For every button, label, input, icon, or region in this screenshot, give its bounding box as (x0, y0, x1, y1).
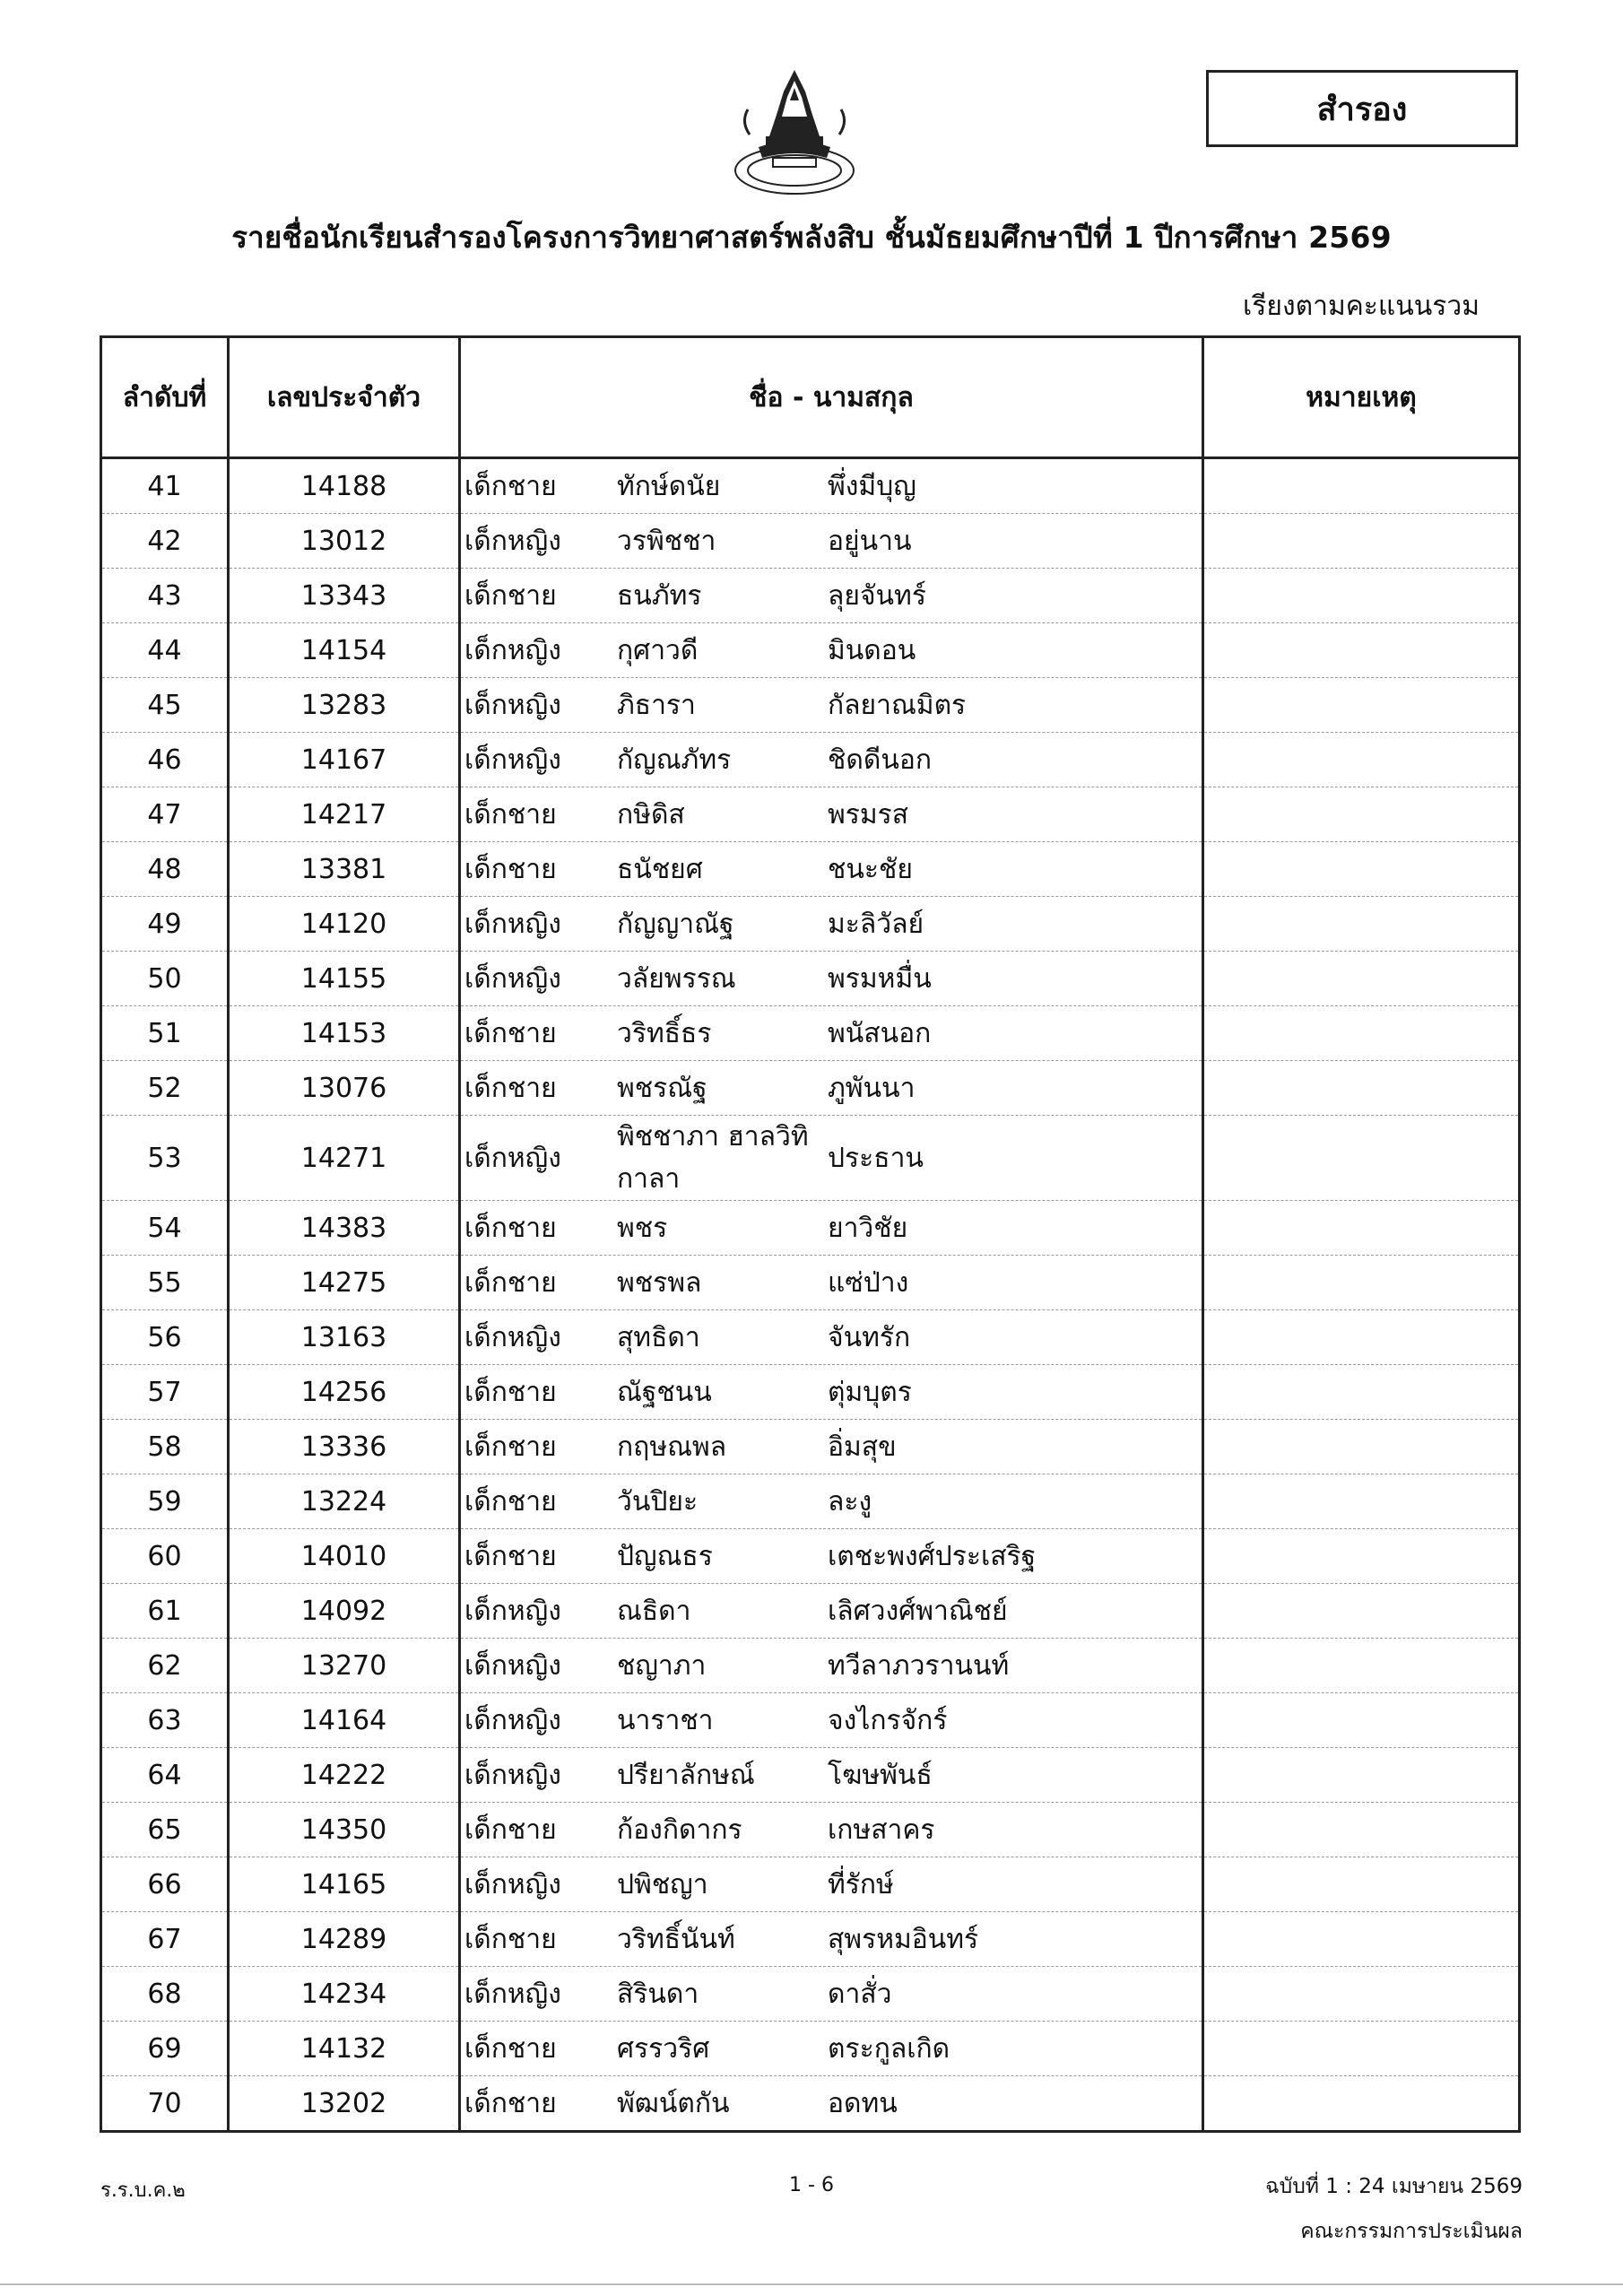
cell-name (460, 952, 1203, 1006)
cell-name (460, 514, 1203, 569)
last-name: มินดอน (828, 634, 916, 666)
cell-note (1203, 952, 1520, 1006)
table-row (101, 1310, 1520, 1365)
cell-id: 13224 (229, 1474, 460, 1529)
school-emblem-logo (723, 65, 866, 199)
cell-name (460, 1529, 1203, 1584)
name-prefix: เด็กหญิง (464, 1649, 561, 1682)
cell-no: 64 (101, 1748, 229, 1803)
cell-no: 48 (101, 842, 229, 897)
last-name: พึ่งมีบุญ (828, 470, 916, 502)
name-prefix: เด็กชาย (464, 1072, 557, 1104)
table-row (101, 1116, 1520, 1201)
cell-no: 57 (101, 1365, 229, 1420)
table-row (101, 1365, 1520, 1420)
name-prefix: เด็กหญิง (464, 908, 561, 940)
cell-no: 67 (101, 1912, 229, 1967)
cell-note (1203, 1061, 1520, 1116)
table-row (101, 2022, 1520, 2076)
table-row (101, 1639, 1520, 1693)
last-name: มะลิวัลย์ (828, 908, 924, 940)
cell-no: 49 (101, 897, 229, 952)
cell-id: 14188 (229, 458, 460, 514)
cell-id: 14222 (229, 1748, 460, 1803)
table-row (101, 623, 1520, 678)
cell-note (1203, 514, 1520, 569)
first-name: ณธิดา (617, 1595, 691, 1627)
first-name: ศรรวริศ (617, 2032, 710, 2065)
table-body (101, 458, 1520, 2132)
name-prefix: เด็กหญิง (464, 1868, 561, 1900)
name-prefix: เด็กชาย (464, 2087, 557, 2119)
cell-name (460, 678, 1203, 733)
cell-id: 14092 (229, 1584, 460, 1639)
first-name: ก้องกิดากร (617, 1813, 742, 1846)
last-name: พนัสนอก (828, 1017, 932, 1049)
cell-id: 13012 (229, 514, 460, 569)
table-row (101, 1748, 1520, 1803)
cell-note (1203, 2022, 1520, 2076)
table-row (101, 1529, 1520, 1584)
table-row (101, 678, 1520, 733)
cell-name (460, 569, 1203, 623)
name-prefix: เด็กชาย (464, 470, 557, 502)
cell-no: 56 (101, 1310, 229, 1365)
name-prefix: เด็กชาย (464, 579, 557, 612)
first-name: วริทธิ์ธร (617, 1017, 712, 1049)
first-name: กฤษณพล (617, 1431, 727, 1463)
last-name: จงไกรจักร์ (828, 1704, 948, 1736)
status-label-box (1206, 70, 1518, 147)
name-prefix: เด็กชาย (464, 1431, 557, 1463)
cell-id: 13343 (229, 569, 460, 623)
name-prefix: เด็กชาย (464, 1485, 557, 1518)
cell-no: 70 (101, 2076, 229, 2132)
cell-name (460, 1803, 1203, 1857)
cell-no: 47 (101, 787, 229, 842)
cell-id: 14383 (229, 1201, 460, 1256)
name-prefix: เด็กหญิง (464, 634, 561, 666)
cell-id: 14132 (229, 2022, 460, 2076)
cell-name (460, 1420, 1203, 1474)
first-name: พชรพล (617, 1266, 702, 1299)
header-id: เลขประจำตัว (229, 337, 460, 458)
cell-name (460, 1256, 1203, 1310)
first-name: สุทธิดา (617, 1321, 700, 1353)
cell-no: 54 (101, 1201, 229, 1256)
cell-name (460, 1061, 1203, 1116)
last-name: แซ่ป่าง (828, 1266, 909, 1299)
cell-name (460, 897, 1203, 952)
cell-no: 44 (101, 623, 229, 678)
last-name: อยู่นาน (828, 525, 912, 557)
last-name: โฆษพันธ์ (828, 1759, 933, 1791)
cell-note (1203, 1474, 1520, 1529)
table-row (101, 952, 1520, 1006)
cell-id: 14165 (229, 1857, 460, 1912)
first-name: วรพิชชา (617, 525, 716, 557)
first-name: กัญญาณัฐ (617, 908, 734, 940)
last-name: เลิศวงศ์พาณิชย์ (828, 1595, 1008, 1627)
cell-name (460, 1693, 1203, 1748)
cell-no: 42 (101, 514, 229, 569)
table-row (101, 2076, 1520, 2132)
cell-no: 50 (101, 952, 229, 1006)
table-header-row (101, 337, 1520, 458)
cell-note (1203, 569, 1520, 623)
last-name: สุพรหมอินทร์ (828, 1923, 979, 1955)
cell-no: 63 (101, 1693, 229, 1748)
cell-note (1203, 1912, 1520, 1967)
first-name: ปรียาลักษณ์ (617, 1759, 755, 1791)
last-name: ภูพันนา (828, 1072, 916, 1104)
cell-name (460, 1116, 1203, 1201)
cell-id: 14217 (229, 787, 460, 842)
table-row (101, 1420, 1520, 1474)
cell-id: 14234 (229, 1967, 460, 2022)
cell-note (1203, 1748, 1520, 1803)
cell-note (1203, 1529, 1520, 1584)
cell-no: 61 (101, 1584, 229, 1639)
first-name: พิชชาภา ฮาลวิทิกาลา (617, 1121, 809, 1195)
last-name: กัลยาณมิตร (828, 689, 967, 721)
cell-id: 14010 (229, 1529, 460, 1584)
name-prefix: เด็กชาย (464, 1212, 557, 1244)
table-row (101, 842, 1520, 897)
cell-note (1203, 2076, 1520, 2132)
cell-id: 13381 (229, 842, 460, 897)
cell-id: 13336 (229, 1420, 460, 1474)
committee-name: คณะกรรมการประเมินผล (1300, 2220, 1523, 2243)
cell-no: 52 (101, 1061, 229, 1116)
cell-no: 62 (101, 1639, 229, 1693)
table-row (101, 458, 1520, 514)
cell-no: 58 (101, 1420, 229, 1474)
cell-note (1203, 1693, 1520, 1748)
cell-id: 13202 (229, 2076, 460, 2132)
status-label: สำรอง (1316, 91, 1408, 128)
last-name: เตชะพงศ์ประเสริฐ (828, 1540, 1037, 1572)
first-name: ปัญณธร (617, 1540, 713, 1572)
cell-name (460, 787, 1203, 842)
footer-code: ร.ร.บ.ค.๒ (100, 2179, 186, 2202)
last-name: ตระกูลเกิด (828, 2032, 950, 2065)
name-prefix: เด็กชาย (464, 1813, 557, 1846)
cell-note (1203, 1365, 1520, 1420)
name-prefix: เด็กชาย (464, 1376, 557, 1408)
cell-id: 14154 (229, 623, 460, 678)
table-row (101, 569, 1520, 623)
student-table (100, 335, 1521, 2133)
table-row (101, 733, 1520, 787)
cell-note (1203, 678, 1520, 733)
header-name: ชื่อ - นามสกุล (460, 337, 1203, 458)
cell-id: 13076 (229, 1061, 460, 1116)
first-name: กษิดิส (617, 798, 685, 831)
cell-name (460, 1639, 1203, 1693)
cell-name (460, 842, 1203, 897)
last-name: ละงู (828, 1485, 872, 1518)
cell-no: 68 (101, 1967, 229, 2022)
cell-name (460, 1365, 1203, 1420)
cell-name (460, 1967, 1203, 2022)
page-bottom-rule (0, 2283, 1623, 2285)
cell-name (460, 1474, 1203, 1529)
name-prefix: เด็กชาย (464, 1017, 557, 1049)
cell-no: 43 (101, 569, 229, 623)
first-name: ชญาภา (617, 1649, 707, 1682)
cell-id: 13163 (229, 1310, 460, 1365)
first-name: ธนภัทร (617, 579, 702, 612)
first-name: กัญณภัทร (617, 744, 732, 776)
table-row (101, 1256, 1520, 1310)
cell-id: 14350 (229, 1803, 460, 1857)
name-prefix: เด็กชาย (464, 853, 557, 885)
name-prefix: เด็กหญิง (464, 1704, 561, 1736)
cell-id: 14289 (229, 1912, 460, 1967)
name-prefix: เด็กหญิง (464, 1595, 561, 1627)
cell-note (1203, 1201, 1520, 1256)
first-name: ธนัชยศ (617, 853, 703, 885)
issue-date: ฉบับที่ 1 : 24 เมษายน 2569 (1264, 2175, 1523, 2198)
cell-note (1203, 1857, 1520, 1912)
first-name: พชร (617, 1212, 668, 1244)
name-prefix: เด็กหญิง (464, 744, 561, 776)
cell-name (460, 2022, 1203, 2076)
last-name: ดาสั่ว (828, 1978, 892, 2010)
cell-note (1203, 1006, 1520, 1061)
cell-note (1203, 842, 1520, 897)
first-name: ณัฐชนน (617, 1376, 712, 1408)
table-row (101, 1857, 1520, 1912)
cell-note (1203, 1256, 1520, 1310)
cell-name (460, 1912, 1203, 1967)
cell-note (1203, 897, 1520, 952)
table-row (101, 1006, 1520, 1061)
name-prefix: เด็กชาย (464, 2032, 557, 2065)
name-prefix: เด็กหญิง (464, 1978, 561, 2010)
cell-no: 41 (101, 458, 229, 514)
first-name: วริทธิ์นันท์ (617, 1923, 735, 1955)
cell-id: 14256 (229, 1365, 460, 1420)
cell-note (1203, 458, 1520, 514)
cell-no: 60 (101, 1529, 229, 1584)
cell-name (460, 2076, 1203, 2132)
first-name: วลัยพรรณ (617, 962, 736, 995)
cell-id: 14164 (229, 1693, 460, 1748)
last-name: ชิดดีนอก (828, 744, 933, 776)
last-name: เกษสาคร (828, 1813, 935, 1846)
cell-id: 14167 (229, 733, 460, 787)
cell-name (460, 623, 1203, 678)
table-row (101, 514, 1520, 569)
cell-note (1203, 1420, 1520, 1474)
cell-id: 14271 (229, 1116, 460, 1201)
first-name: นาราชา (617, 1704, 714, 1736)
header-note: หมายเหตุ (1203, 337, 1520, 458)
cell-name (460, 1584, 1203, 1639)
last-name: อดทน (828, 2087, 898, 2119)
name-prefix: เด็กชาย (464, 798, 557, 831)
cell-name (460, 1748, 1203, 1803)
last-name: ที่รักษ์ (828, 1868, 894, 1900)
cell-note (1203, 1803, 1520, 1857)
last-name: พรมหมื่น (828, 962, 932, 995)
table-row (101, 1201, 1520, 1256)
name-prefix: เด็กหญิง (464, 1142, 561, 1174)
cell-no: 65 (101, 1803, 229, 1857)
table-row (101, 1912, 1520, 1967)
first-name: พัฒน์ตกัน (617, 2087, 730, 2119)
document-title: รายชื่อนักเรียนสำรองโครงการวิทยาศาสตร์พลังสิบ ชั้นมัธยมศึกษาปีที่ 1 ปีการศึกษา 2569 (231, 220, 1392, 255)
table-row (101, 897, 1520, 952)
table-row (101, 1693, 1520, 1748)
cell-id: 14120 (229, 897, 460, 952)
cell-name (460, 733, 1203, 787)
cell-no: 46 (101, 733, 229, 787)
last-name: ประธาน (828, 1142, 924, 1174)
name-prefix: เด็กหญิง (464, 525, 561, 557)
first-name: พชรณัฐ (617, 1072, 707, 1104)
last-name: พรมรส (828, 798, 909, 831)
first-name: กุศาวดี (617, 634, 699, 666)
cell-id: 13283 (229, 678, 460, 733)
first-name: ทักษ์ดนัย (617, 470, 721, 502)
name-prefix: เด็กหญิง (464, 1759, 561, 1791)
name-prefix: เด็กหญิง (464, 689, 561, 721)
table-row (101, 1061, 1520, 1116)
cell-no: 45 (101, 678, 229, 733)
table-row (101, 1474, 1520, 1529)
name-prefix: เด็กหญิง (464, 1321, 561, 1353)
last-name: ตุ่มบุตร (828, 1376, 912, 1408)
last-name: ทวีลาภวรานนท์ (828, 1649, 1010, 1682)
cell-note (1203, 787, 1520, 842)
header-no: ลำดับที่ (101, 337, 229, 458)
first-name: สิรินดา (617, 1978, 699, 2010)
page-number: 1 - 6 (789, 2174, 834, 2196)
first-name: ปพิชญา (617, 1868, 708, 1900)
cell-name (460, 458, 1203, 514)
table-row (101, 787, 1520, 842)
first-name: ภิธารา (617, 689, 696, 721)
cell-note (1203, 1310, 1520, 1365)
table-row (101, 1803, 1520, 1857)
cell-no: 59 (101, 1474, 229, 1529)
name-prefix: เด็กชาย (464, 1923, 557, 1955)
cell-id: 14275 (229, 1256, 460, 1310)
last-name: ยาวิชัย (828, 1212, 908, 1244)
cell-note (1203, 1639, 1520, 1693)
cell-id: 14153 (229, 1006, 460, 1061)
cell-no: 69 (101, 2022, 229, 2076)
cell-no: 55 (101, 1256, 229, 1310)
sort-note: เรียงตามคะแนนรวม (1243, 291, 1480, 322)
last-name: ชนะชัย (828, 853, 913, 885)
cell-no: 66 (101, 1857, 229, 1912)
first-name: วันปิยะ (617, 1485, 699, 1518)
last-name: ลุยจันทร์ (828, 579, 926, 612)
cell-note (1203, 1584, 1520, 1639)
cell-id: 13270 (229, 1639, 460, 1693)
cell-name (460, 1310, 1203, 1365)
cell-note (1203, 1967, 1520, 2022)
cell-note (1203, 733, 1520, 787)
cell-name (460, 1006, 1203, 1061)
cell-no: 51 (101, 1006, 229, 1061)
name-prefix: เด็กหญิง (464, 962, 561, 995)
name-prefix: เด็กชาย (464, 1540, 557, 1572)
cell-name (460, 1857, 1203, 1912)
cell-name (460, 1201, 1203, 1256)
name-prefix: เด็กชาย (464, 1266, 557, 1299)
cell-note (1203, 1116, 1520, 1201)
last-name: จันทรัก (828, 1321, 911, 1353)
cell-no: 53 (101, 1116, 229, 1201)
cell-id: 14155 (229, 952, 460, 1006)
table-row (101, 1584, 1520, 1639)
last-name: อิ่มสุข (828, 1431, 897, 1463)
cell-note (1203, 623, 1520, 678)
table-row (101, 1967, 1520, 2022)
